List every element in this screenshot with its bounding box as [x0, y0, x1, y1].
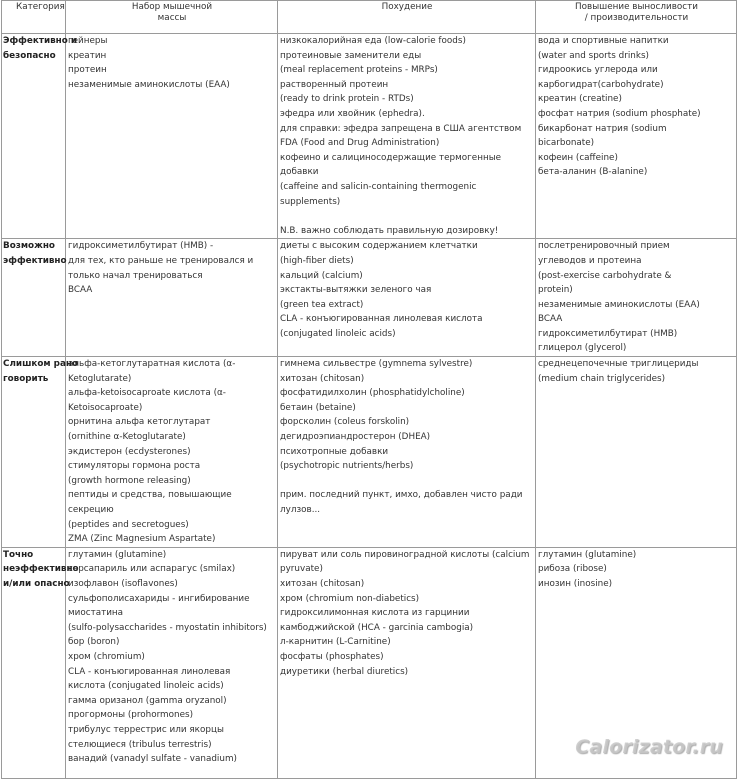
cell-line: бетаин (betaine)	[280, 402, 356, 413]
cell-line: протеиновые заменители еды	[280, 50, 422, 61]
cell-line: послетренировочный прием	[538, 241, 670, 252]
cell-line: прогормоны (prohormones)	[68, 710, 194, 721]
cell-line: и/или опасно	[3, 578, 70, 589]
cell-line: N.B. важно соблюдать правильную дозировку!	[280, 225, 499, 236]
weight-loss-cell	[278, 34, 536, 239]
cell-line: (post-exercise carbohydrate &	[538, 270, 672, 281]
cell-line: гимнема сильвестре (gymnema sylvestre)	[280, 359, 473, 370]
endurance-cell	[536, 239, 737, 357]
cell-line: растворенный протеин	[280, 79, 389, 90]
cell-line: диеты с высоким содержанием клетчатки	[280, 241, 478, 252]
cell-line: хром (chromium non-diabetics)	[280, 593, 420, 604]
cell-line: для справки: эфедра запрещена в США агентством	[280, 123, 522, 134]
cell-line: фосфатидилхолин (phosphatidylcholine)	[280, 388, 465, 399]
cell-line: гидроксиметилбутират (HMB) -	[68, 241, 214, 252]
table-row	[2, 34, 737, 239]
cell-line: камбоджийской (HCA - garcinia cambogia)	[280, 622, 474, 633]
cell-line: ванадий (vanadyl sulfate - vanadium)	[68, 754, 237, 765]
cell-line: рибоза (ribose)	[538, 564, 607, 575]
cell-line: (sulfo-polysaccharides - myostatin inhibitors)	[68, 622, 267, 633]
endurance-cell	[536, 34, 737, 239]
cell-line: альфа-ketoisocaproate кислота (α-	[68, 388, 226, 399]
cell-line: бор (boron)	[68, 637, 120, 648]
cell-line: вода и спортивные напитки	[538, 36, 669, 46]
cell-line: bicarbonate)	[538, 138, 595, 149]
cell-line: углеводов и протеина	[538, 255, 642, 266]
cell-line: Эффективно и	[3, 36, 78, 46]
header-endurance: Повышение выносливости / производительности	[536, 1, 737, 34]
endurance-cell	[536, 357, 737, 548]
cell-line: говорить	[3, 373, 49, 384]
cell-line: (peptides and secretogues)	[68, 519, 189, 530]
cell-line: Слишком рано	[3, 359, 79, 370]
cell-line: хитозан (chitosan)	[280, 373, 365, 384]
cell-line: хитозан (chitosan)	[280, 578, 365, 589]
cell-line: безопасно	[3, 50, 56, 61]
cell-line: креатин	[68, 50, 107, 61]
cell-line: среднецепочечные триглицериды	[538, 359, 699, 370]
cell-line: (conjugated linoleic acids)	[280, 328, 396, 339]
cell-line: ZMA (Zinc Magnesium Aspartate)	[68, 534, 216, 545]
cell-line: стимуляторы гормона роста	[68, 461, 201, 472]
cell-line: неэффективно	[3, 564, 79, 575]
cell-line: инозин (inosine)	[538, 578, 613, 589]
cell-line: прим. последний пункт, имхо, добавлен чисто ради	[280, 490, 523, 501]
cell-line: дегидроэпиандростерон (DHEA)	[280, 432, 431, 443]
cell-line: экстакты-вытяжки зеленого чая	[280, 285, 432, 296]
cell-line: альфа-кетоглутаратная кислота (α-	[68, 359, 236, 370]
cell-line: креатин (creatine)	[538, 94, 622, 105]
weight-loss-cell	[278, 547, 536, 778]
cell-line: бикарбонат натрия (sodium	[538, 123, 667, 134]
cell-line: глицерол (glycerol)	[538, 343, 627, 354]
header-weight-loss: Похудение	[278, 1, 536, 34]
cell-line: FDA (Food and Drug Administration)	[280, 138, 440, 149]
cell-line: незаменимые аминокислоты (EAA)	[68, 79, 230, 90]
cell-line: изофлавон (isoflavones)	[68, 578, 178, 589]
category-cell	[2, 357, 79, 548]
cell-line: гидроксилимонная кислота из гарцинии	[280, 608, 470, 619]
cell-line: (caffeine and salicin-containing thermogenic	[280, 181, 477, 192]
cell-line: орнитина альфа кетоглутарат	[68, 417, 211, 428]
header-row	[2, 1, 737, 34]
cell-line: глутамин (glutamine)	[538, 549, 637, 560]
cell-line: CLA - конъюгированная линолевая	[68, 666, 231, 677]
cell-line: секрецию	[68, 505, 114, 515]
cell-line: (ornithine α-Ketoglutarate)	[68, 432, 186, 443]
cell-line: Ketoglutarate)	[68, 373, 132, 384]
category-cell	[2, 547, 79, 778]
cell-line: добавки	[280, 167, 319, 178]
cell-line: CLA - конъюгированная линолевая кислота	[280, 314, 483, 325]
cell-line: хром (chromium)	[68, 651, 145, 662]
cell-line: миостатина	[68, 608, 124, 619]
table-row	[2, 357, 737, 548]
cell-line: (growth hormone releasing)	[68, 475, 191, 486]
cell-line: supplements)	[280, 196, 341, 207]
weight-loss-cell	[278, 357, 536, 548]
cell-line: глутамин (glutamine)	[68, 549, 167, 560]
cell-line: диуретики (herbal diuretics)	[280, 666, 409, 677]
muscle-mass-cell	[66, 34, 278, 239]
weight-loss-cell	[278, 239, 536, 357]
cell-line: Ketoisocaproate)	[68, 402, 143, 413]
cell-line: гейнеры	[68, 36, 108, 46]
cell-line: низкокалорийная еда (low-calorie foods)	[280, 36, 466, 46]
cell-line: протеин	[68, 65, 107, 76]
cell-line: protein)	[538, 285, 573, 296]
table-row	[2, 239, 737, 357]
cell-line	[280, 474, 534, 489]
cell-line: для тех, кто раньше не тренировался и	[68, 255, 254, 266]
cell-line: бета-аланин (B-alanine)	[538, 167, 648, 178]
cell-line: кофеино и салициносодержащие термогенные	[280, 152, 502, 163]
cell-line: психотропные добавки	[280, 446, 389, 457]
cell-line: только начал тренироваться	[68, 270, 203, 281]
cell-line: эффективно	[3, 255, 67, 266]
cell-line: гидроокись углерода или	[538, 65, 658, 76]
cell-line: стелющиеся (tribulus terrestris)	[68, 739, 212, 750]
cell-line: (high-fiber diets)	[280, 255, 354, 266]
cell-line: (psychotropic nutrients/herbs)	[280, 461, 414, 472]
cell-line: (green tea extract)	[280, 299, 364, 310]
muscle-mass-cell	[66, 547, 278, 778]
cell-line: кислота (conjugated linoleic acids)	[68, 681, 224, 692]
header-muscle-mass: Набор мышечной массы	[66, 1, 278, 34]
cell-line: pyruvate)	[280, 564, 323, 575]
cell-line: Точно	[3, 549, 34, 560]
muscle-mass-cell	[66, 357, 278, 548]
cell-line: незаменимые аминокислоты (EAA)	[538, 299, 700, 310]
cell-line: трибулус террестрис или якорцы	[68, 724, 224, 735]
cell-line: BCAA	[68, 285, 93, 296]
cell-line: экдистерон (ecdysterones)	[68, 446, 191, 457]
cell-line: гамма оризанол (gamma oryzanol)	[68, 695, 227, 706]
muscle-mass-cell	[66, 239, 278, 357]
cell-line: пептиды и средства, повышающие	[68, 490, 232, 501]
cell-line: фосфаты (phosphates)	[280, 651, 384, 662]
cell-line: л-карнитин (L-Carnitine)	[280, 637, 391, 648]
cell-line: (meal replacement proteins - MRPs)	[280, 65, 438, 76]
cell-line: гидроксиметилбутират (HMB)	[538, 328, 678, 339]
cell-line: BCAA	[538, 314, 563, 325]
cell-line: кальций (calcium)	[280, 270, 363, 281]
cell-line: (water and sports drinks)	[538, 50, 649, 61]
category-cell	[2, 34, 78, 239]
cell-line: пируват или соль пировиноградной кислоты (calcium	[280, 549, 530, 560]
cell-line: (ready to drink protein - RTDs)	[280, 94, 414, 105]
cell-line: сульфополисахариды - ингибирование	[68, 593, 250, 604]
cell-line: кофеин (caffeine)	[538, 152, 618, 163]
cell-line: сарсапариль или аспарагус (smilax)	[68, 564, 236, 575]
cell-line: Возможно	[3, 241, 55, 252]
category-cell	[2, 239, 66, 357]
cell-line	[280, 209, 534, 224]
cell-line: фосфат натрия (sodium phosphate)	[538, 108, 701, 119]
cell-line: лулзов...	[280, 505, 321, 515]
cell-line: карбогидрат(carbohydrate)	[538, 79, 664, 90]
watermark: Calorizator.ru	[575, 736, 723, 758]
cell-line: эфедра или хвойник (ephedra).	[280, 108, 425, 119]
cell-line: форсколин (coleus forskolin)	[280, 417, 410, 428]
header-category: Категория	[2, 1, 66, 34]
supplements-table	[1, 0, 737, 779]
cell-line: (medium chain triglycerides)	[538, 373, 666, 384]
